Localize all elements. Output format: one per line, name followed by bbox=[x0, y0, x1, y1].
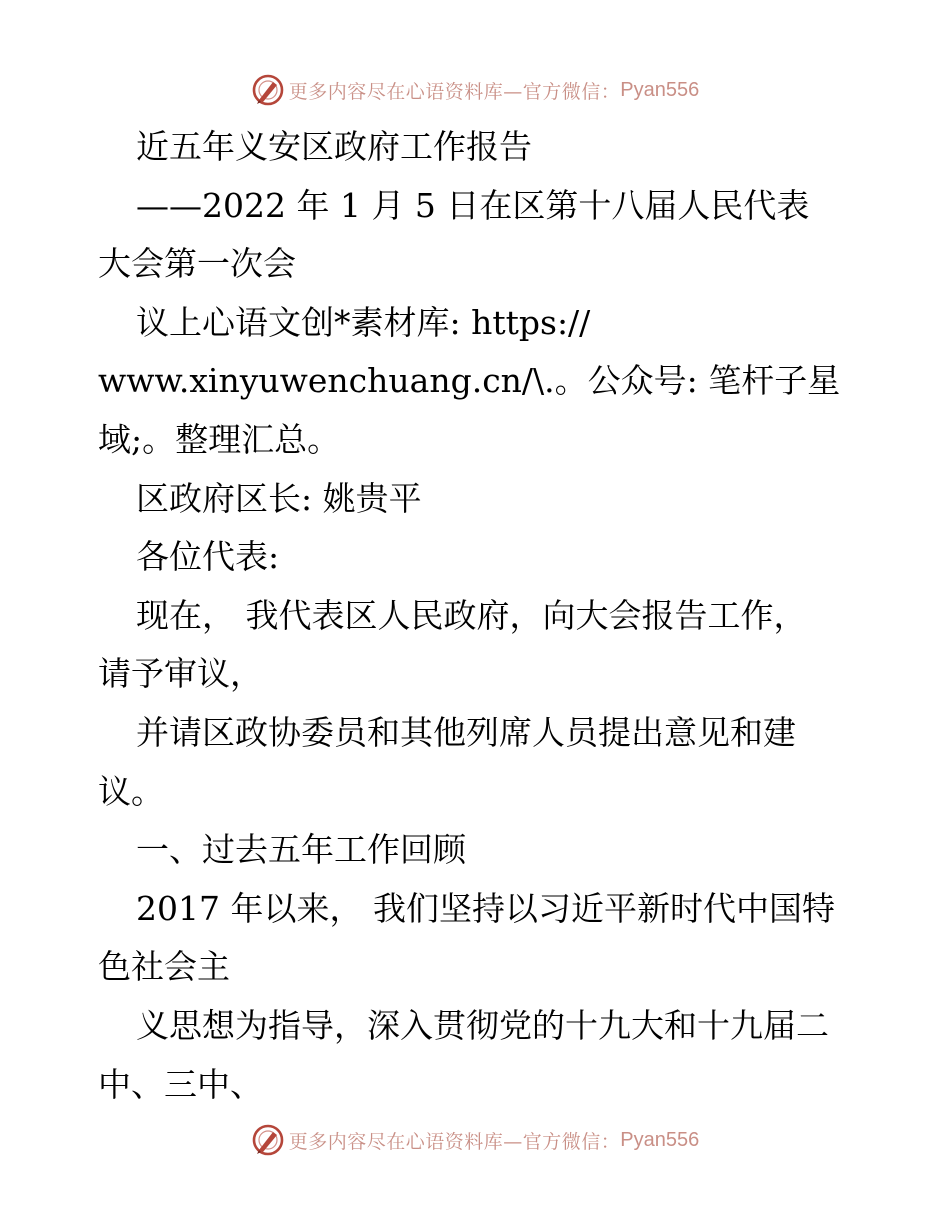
text-line: 大会第一次会 bbox=[98, 244, 296, 284]
text-line: 近五年义安区政府工作报告 bbox=[136, 127, 532, 166]
pen-logo-icon bbox=[251, 73, 285, 107]
text-line: 并请区政协委员和其他列席人员提出意见和建 bbox=[136, 712, 796, 752]
pen-logo-icon bbox=[251, 1123, 285, 1157]
text-line: 一、过去五年工作回顾 bbox=[136, 830, 466, 870]
text-line: 义思想为指导，深入贯彻党的十九大和十九届二 bbox=[136, 1005, 829, 1045]
banner-text: 更多内容尽在心语资料库—官方微信： bbox=[288, 80, 621, 103]
text-line: 请予审议， bbox=[98, 654, 263, 694]
banner-text: 更多内容尽在心语资料库—官方微信： bbox=[288, 1130, 621, 1153]
text-line: 域;。整理汇总。 bbox=[98, 419, 341, 459]
report-body-text bbox=[98, 118, 858, 1114]
banner-wechat-id: Pyan556 bbox=[620, 1128, 700, 1151]
text-line: 区政府区长: 姚贵平 bbox=[136, 478, 422, 518]
header-banner bbox=[0, 70, 950, 110]
text-line: 色社会主 bbox=[98, 947, 230, 987]
footer-banner bbox=[0, 1120, 950, 1160]
text-line: www.xinyuwenchuang.cn/\.。公众号: 笔杆子星 bbox=[98, 361, 841, 401]
text-line: 现在， 我代表区人民政府，向大会报告工作， bbox=[136, 595, 807, 635]
text-line: 议上心语文创*素材库: https:// bbox=[136, 302, 591, 342]
text-line: 中、三中、 bbox=[98, 1064, 263, 1104]
text-line: 议。 bbox=[98, 771, 164, 811]
text-line: 2017 年以来， 我们坚持以习近平新时代中国特 bbox=[136, 888, 835, 928]
text-line: ——2022 年 1 月 5 日在区第十八届人民代表 bbox=[136, 185, 810, 225]
banner-wechat-id: Pyan556 bbox=[620, 78, 700, 101]
text-line: 各位代表: bbox=[136, 537, 280, 577]
